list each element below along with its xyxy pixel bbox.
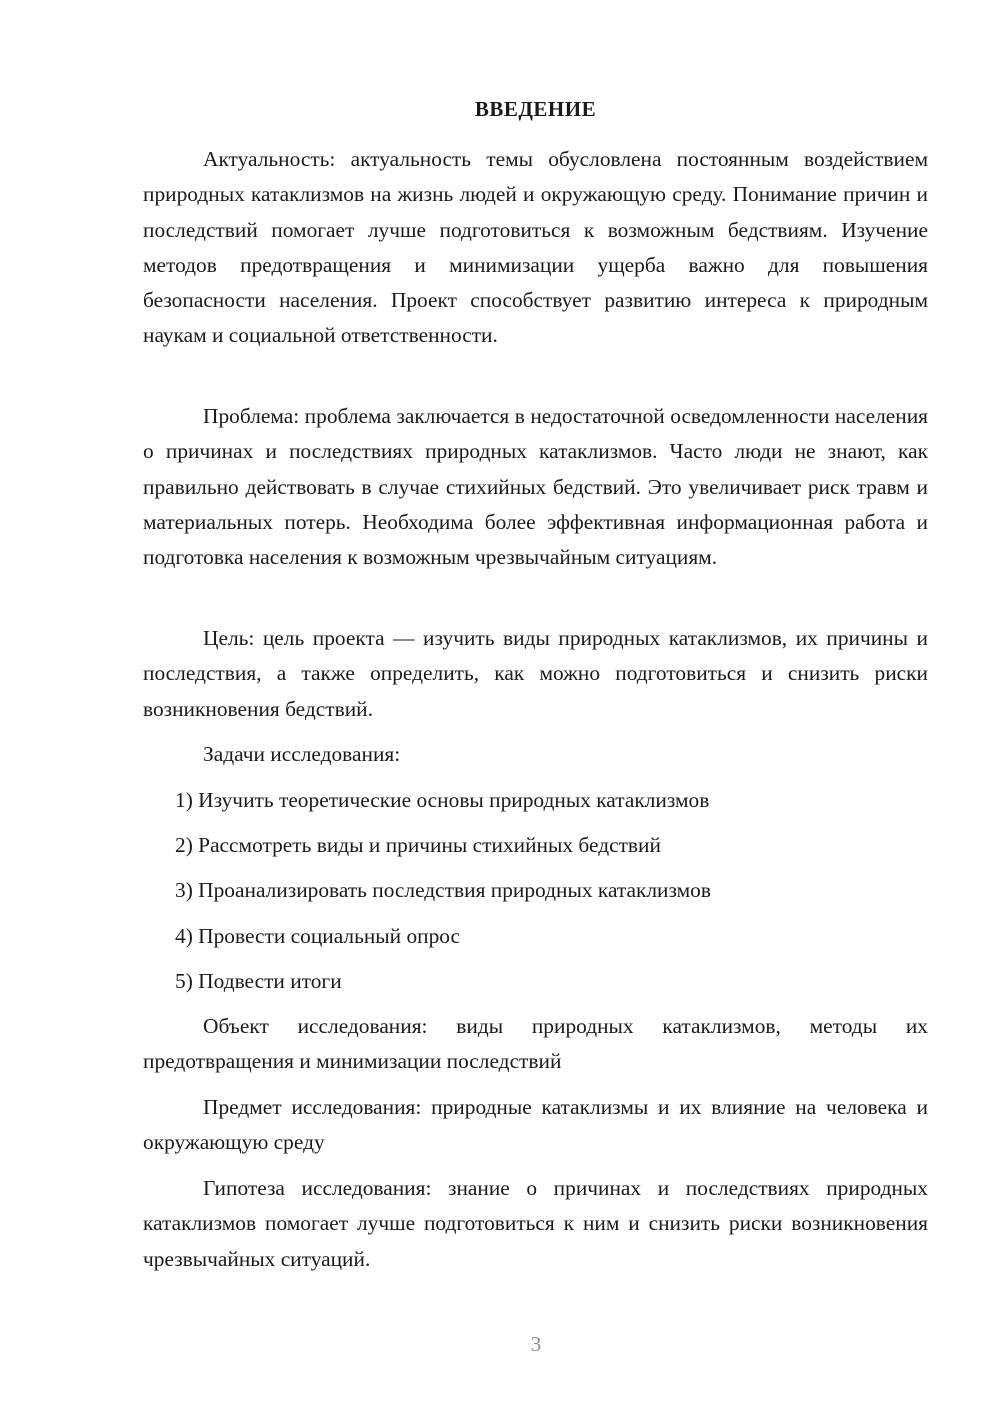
hypothesis-paragraph: Гипотеза исследования: знание о причинах и последствиях природных катаклизмов помогает лучше подготовиться к ним и снизить риски возникновения чрезвычайных ситуаций. [143, 1176, 928, 1271]
task-item-4: 4) Провести социальный опрос [175, 924, 461, 948]
task-item-2: 2) Рассмотреть виды и причины стихийных бедствий [175, 833, 661, 857]
subject-paragraph: Предмет исследования: природные катаклизмы и их влияние на человека и окружающую среду [143, 1095, 928, 1155]
task-item-1: 1) Изучить теоретические основы природных катаклизмов [175, 788, 710, 812]
page-number: 3 [530, 1332, 542, 1356]
relevance-paragraph: Актуальность: актуальность темы обусловлена постоянным воздействием природных катаклизмов на жизнь людей и окружающую среду. Понимание причин и последствий помогает лучше подготовиться к возможным бедствиям. Изучение методов предотвращения и минимизации ущерба важно для повышения безопасности населения. Проект способствует развитию интереса к природным наукам и социальной ответственности. [143, 147, 928, 348]
goal-paragraph: Цель: цель проекта — изучить виды природных катаклизмов, их причины и последствия, а также определить, как можно подготовиться и снизить риски возникновения бедствий. [143, 626, 928, 721]
page-title: ВВЕДЕНИЕ [474, 97, 597, 121]
problem-paragraph: Проблема: проблема заключается в недостаточной осведомленности населения о причинах и последствиях природных катаклизмов. Часто люди не знают, как правильно действовать в случае стихийных бедствий. Это увеличивает риск травм и материальных потерь. Необходима более эффективная информационная работа и подготовка населения к возможным чрезвычайным ситуациям. [143, 404, 928, 570]
task-item-3: 3) Проанализировать последствия природных катаклизмов [175, 878, 711, 902]
object-paragraph: Объект исследования: виды природных катаклизмов, методы их предотвращения и минимизации последствий [143, 1014, 928, 1074]
task-item-5: 5) Подвести итоги [175, 969, 342, 993]
tasks-heading: Задачи исследования: [203, 742, 401, 766]
